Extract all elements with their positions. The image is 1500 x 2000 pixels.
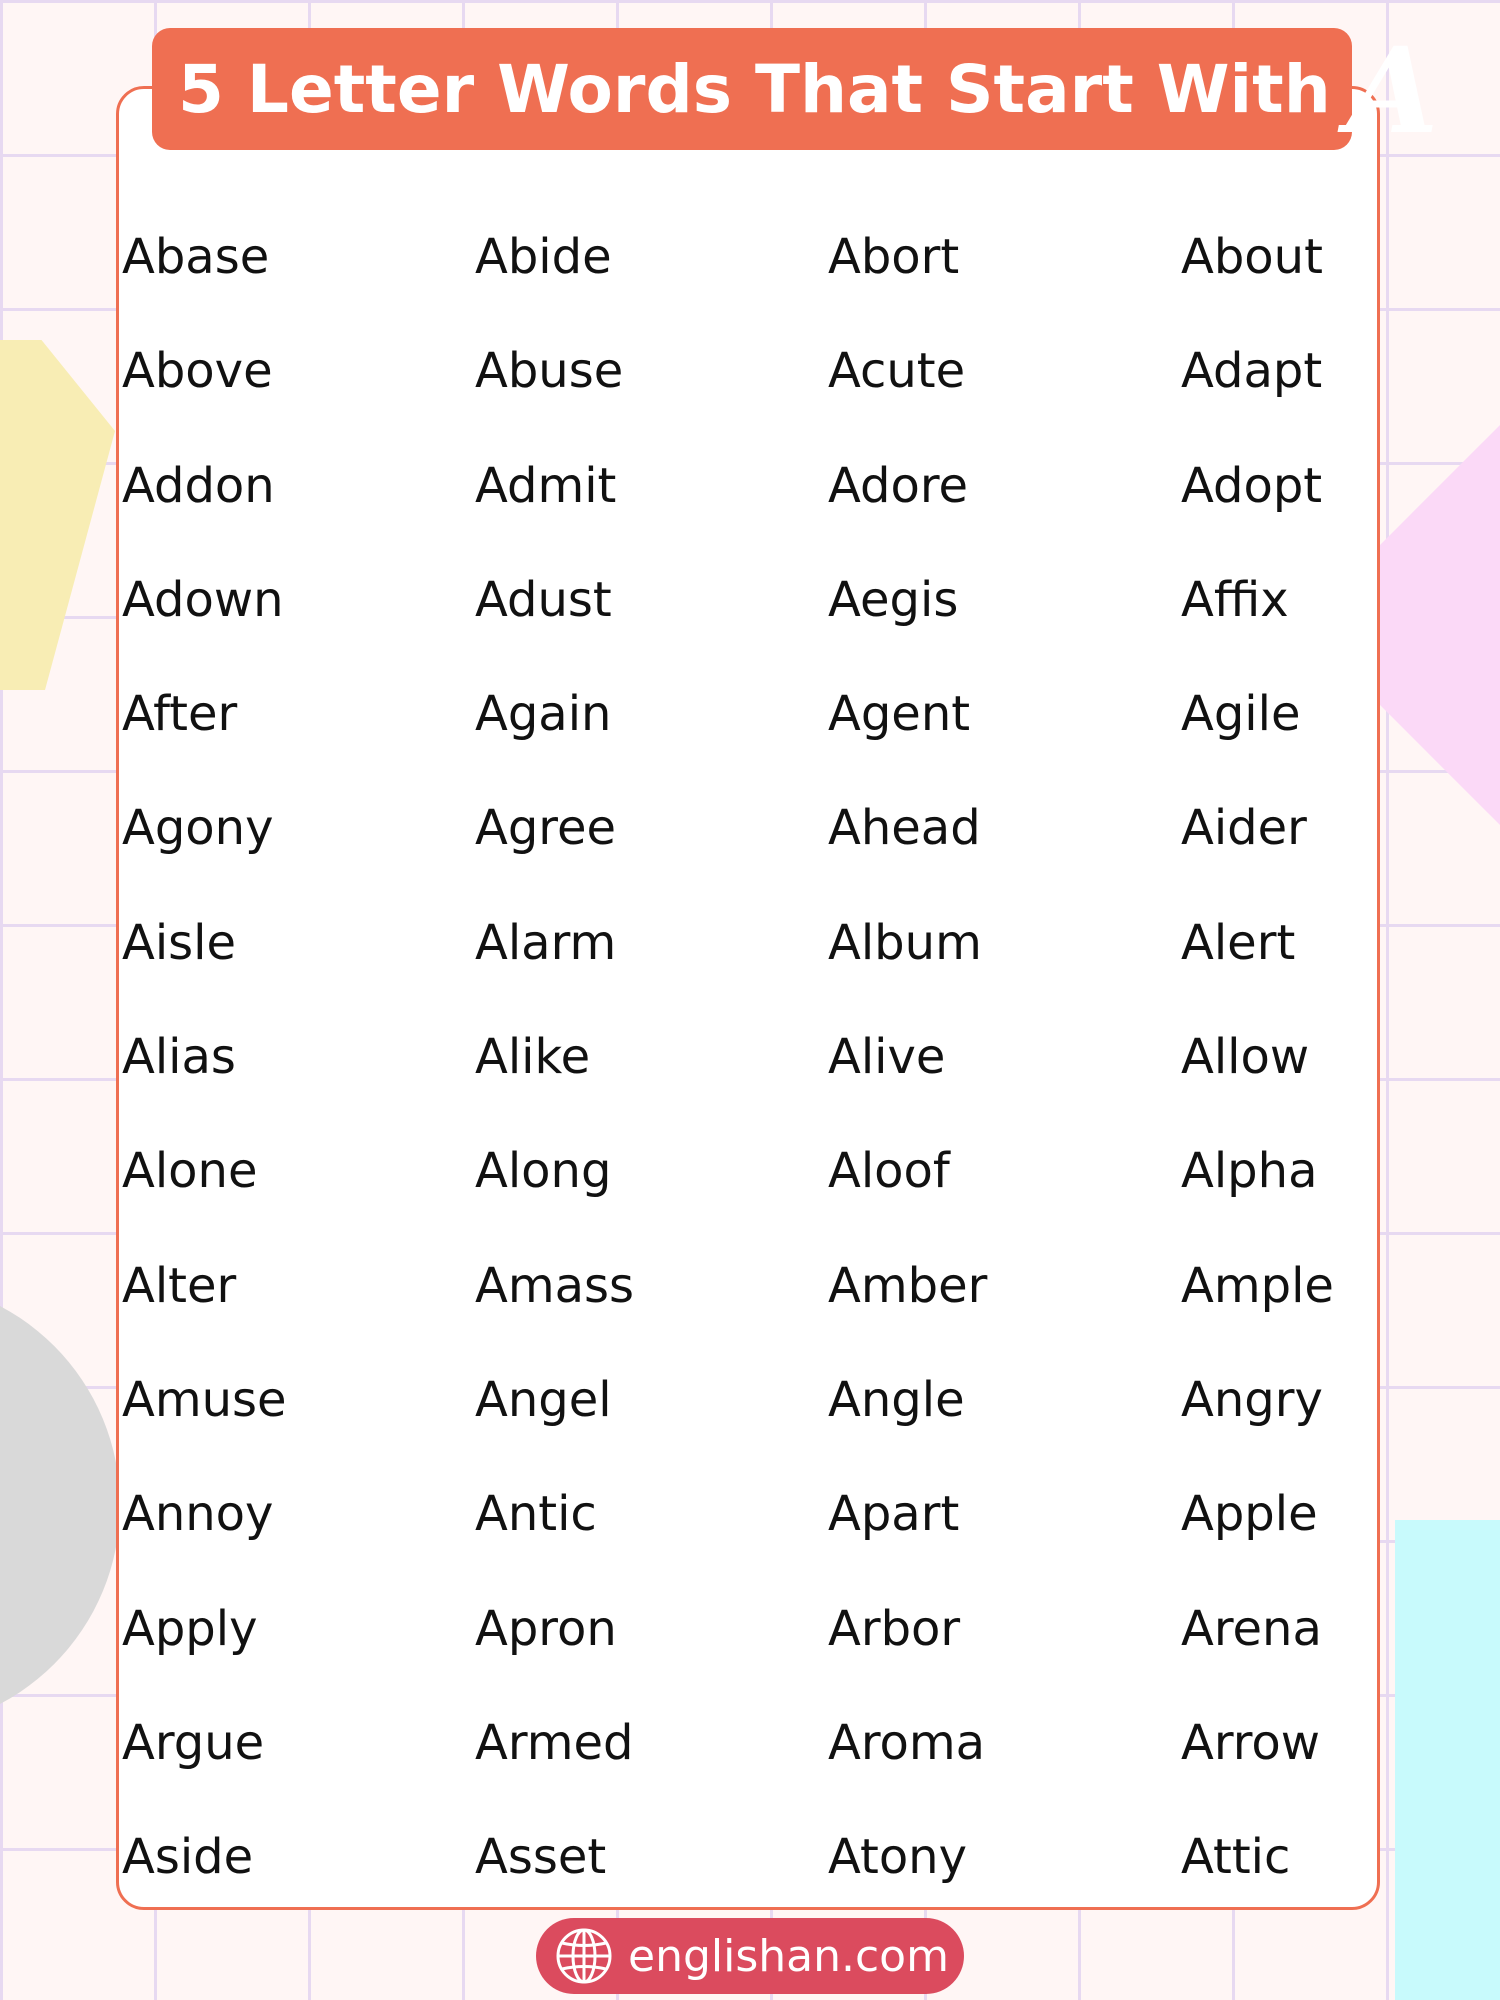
word-item: Alive bbox=[828, 1029, 946, 1086]
word-item: Alarm bbox=[475, 914, 617, 971]
word-item: Admit bbox=[475, 457, 617, 514]
word-item: Atony bbox=[828, 1829, 968, 1886]
word-item: Arrow bbox=[1181, 1714, 1321, 1771]
word-item: Ample bbox=[1181, 1257, 1334, 1314]
footer-site-text: englishan.com bbox=[628, 1930, 949, 1982]
word-item: Above bbox=[122, 343, 273, 400]
decor-gray-circle bbox=[0, 1280, 120, 1730]
word-item: Adust bbox=[475, 571, 612, 628]
word-item: Armed bbox=[475, 1714, 634, 1771]
word-item: Aegis bbox=[828, 571, 959, 628]
globe-icon bbox=[554, 1926, 614, 1986]
word-item: Agree bbox=[475, 800, 617, 857]
word-item: Angry bbox=[1181, 1371, 1323, 1428]
word-item: Allow bbox=[1181, 1029, 1310, 1086]
word-item: Aroma bbox=[828, 1714, 986, 1771]
word-item: Alpha bbox=[1181, 1143, 1318, 1200]
word-item: Agony bbox=[122, 800, 274, 857]
word-item: Arbor bbox=[828, 1600, 961, 1657]
word-item: Adopt bbox=[1181, 457, 1323, 514]
word-item: Antic bbox=[475, 1486, 597, 1543]
footer-badge bbox=[536, 1918, 964, 1994]
word-item: Apple bbox=[1181, 1486, 1318, 1543]
word-item: Apply bbox=[122, 1600, 258, 1657]
word-item: Alter bbox=[122, 1257, 237, 1314]
word-item: Apart bbox=[828, 1486, 960, 1543]
word-item: Adore bbox=[828, 457, 969, 514]
title-banner bbox=[152, 21, 1439, 160]
word-item: Arena bbox=[1181, 1600, 1322, 1657]
word-item: Adapt bbox=[1181, 343, 1323, 400]
word-item: Alias bbox=[122, 1029, 236, 1086]
word-item: Alike bbox=[475, 1029, 591, 1086]
word-item: Argue bbox=[122, 1714, 265, 1771]
word-item: Aloof bbox=[828, 1143, 950, 1200]
title-letter: A bbox=[1346, 21, 1439, 160]
decor-cyan-rect bbox=[1395, 1520, 1500, 2000]
decor-yellow-shape bbox=[0, 340, 115, 690]
word-item: Angel bbox=[475, 1371, 612, 1428]
word-item: Acute bbox=[828, 343, 966, 400]
word-item: Apron bbox=[475, 1600, 617, 1657]
word-item: Aside bbox=[122, 1829, 254, 1886]
word-item: Annoy bbox=[122, 1486, 274, 1543]
word-item: Abase bbox=[122, 229, 270, 285]
word-item: Angle bbox=[828, 1371, 965, 1428]
word-item: Asset bbox=[475, 1829, 607, 1886]
word-item: Adown bbox=[122, 571, 284, 628]
word-item: Amuse bbox=[122, 1371, 287, 1428]
word-item: Alone bbox=[122, 1143, 258, 1200]
word-item: Addon bbox=[122, 457, 275, 514]
word-item: Attic bbox=[1181, 1829, 1291, 1886]
word-item: Abuse bbox=[475, 343, 624, 400]
word-item: After bbox=[122, 686, 238, 743]
word-item: Agent bbox=[828, 686, 971, 743]
word-item: Agile bbox=[1181, 686, 1301, 743]
word-item: Abide bbox=[475, 229, 612, 285]
word-item: Abort bbox=[828, 229, 960, 285]
word-item: Amass bbox=[475, 1257, 635, 1314]
word-item: Amber bbox=[828, 1257, 988, 1314]
word-item: Again bbox=[475, 686, 612, 743]
word-item: Ahead bbox=[828, 800, 981, 857]
word-item: Aisle bbox=[122, 914, 237, 971]
page-title: 5 Letter Words That Start With bbox=[178, 50, 1331, 128]
word-grid bbox=[122, 200, 1372, 1914]
word-item: Along bbox=[475, 1143, 612, 1200]
word-item: Alert bbox=[1181, 914, 1296, 971]
word-item: Album bbox=[828, 914, 982, 971]
word-item: About bbox=[1181, 229, 1323, 285]
word-item: Aider bbox=[1181, 800, 1307, 857]
word-item: Affix bbox=[1181, 571, 1289, 628]
